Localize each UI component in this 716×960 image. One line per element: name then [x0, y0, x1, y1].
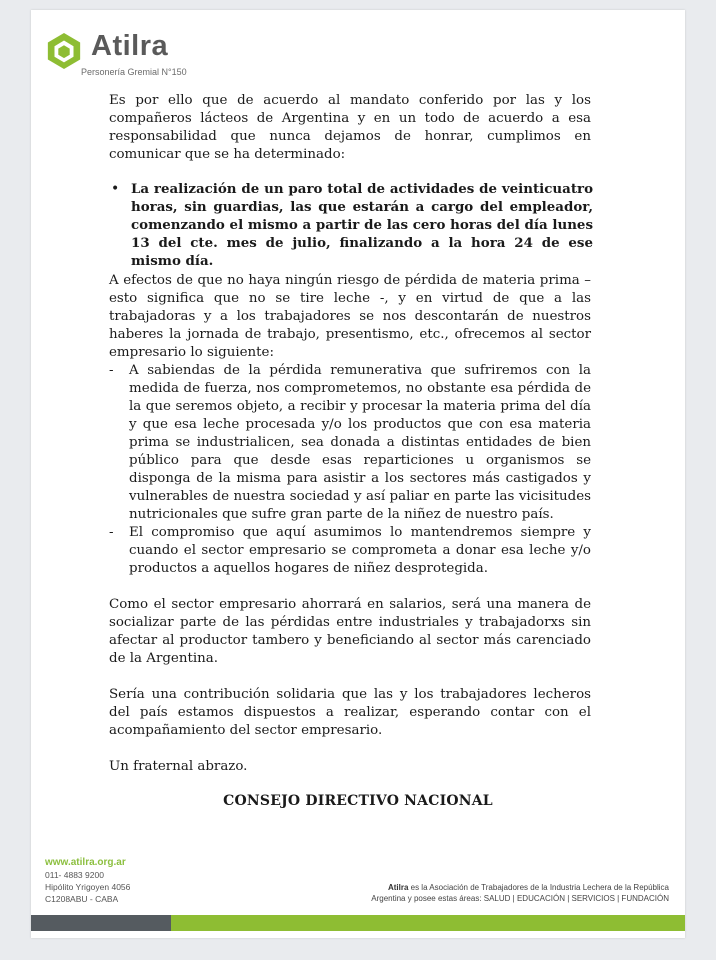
list-item [109, 362, 591, 524]
dash-mark: - [109, 525, 114, 540]
footer-postal: C1208ABU - CABA [45, 894, 119, 904]
brand-name: Atilra [91, 30, 169, 62]
footer-website[interactable]: www.atilra.org.ar [45, 857, 126, 868]
list-item [109, 524, 591, 578]
paragraph-intro: Es por ello que de acuerdo al mandato conferido por las y los compañeros lácteos de Argentina y en un todo de acuerdo a esa responsabilidad que nunca dejamos de honrar, cumplimos en comunicar que se ha determinado: [109, 93, 591, 162]
atilra-logo-icon [45, 32, 83, 70]
footer-about-line1: es la Asociación de Trabajadores de la Industria Lechera de la República [408, 883, 669, 892]
dash-mark: - [109, 363, 114, 378]
footer-bar-dark [31, 915, 171, 931]
signature: CONSEJO DIRECTIVO NACIONAL [223, 793, 493, 809]
footer-about [289, 882, 669, 904]
footer-contact [45, 857, 130, 905]
footer-bar-green [171, 915, 685, 931]
footer-address: Hipólito Yrigoyen 4056 [45, 882, 131, 892]
document-page [31, 10, 685, 938]
footer-about-line2: Argentina y posee estas áreas: SALUD | EDUCACIÓN | SERVICIOS | FUNDACIÓN [371, 894, 669, 903]
footer-phone: 011- 4883 9200 [45, 870, 104, 880]
paragraph-contribution: Sería una contribución solidaria que las y los trabajadores lecheros del país estamos dispuestos a realizar, esperando contar con el acompañamiento del sector empresario. [109, 687, 591, 738]
paragraph-closing: Un fraternal abrazo. [109, 759, 248, 774]
list-item-text: A sabiendas de la pérdida remunerativa que sufriremos con la medida de fuerza, nos comprometemos, no obstante esa pérdida de la que seremos objeto, a recibir y procesar la materia prima del día y que esa leche procesada y/o los productos que con esa materia prima se industrialicen, sea donada a distintas entidades de bien público para que desde esas reparticiones u organismos se disponga de la misma para asistir a los sectores más castigados y vulnerables de nuestra sociedad y así paliar en parte las vicisitudes nutricionales que sufre gran parte de la niñez de nuestro país. [129, 363, 591, 522]
bullet-mark: • [111, 181, 120, 197]
paragraph-savings: Como el sector empresario ahorrará en salarios, será una manera de socializar parte de las pérdidas entre industriales y trabajadorxs sin afectar al productor tambero y beneficiando al sector más carenciado de la Argentina. [109, 597, 591, 666]
brand-subtitle: Personería Gremial N°150 [81, 67, 187, 77]
list-item-text: El compromiso que aquí asumimos lo mantendremos siempre y cuando el sector empresario se comprometa a donar esa leche y/o productos a aquellos hogares de niñez desprotegida. [129, 525, 591, 576]
footer-about-brand: Atilra [387, 883, 409, 892]
bullet-text: La realización de un paro total de actividades de veinticuatro horas, sin guardias, las que estarán a cargo del empleador, comenzando el mismo a partir de las cero horas del día lunes 13 del cte. mes de julio, finalizando a la hora 24 de ese mismo día. [131, 181, 593, 269]
bullet-item [111, 180, 593, 270]
paragraph-conditions: A efectos de que no haya ningún riesgo de pérdida de materia prima – esto significa que no se tire leche -, y en virtud de que a las trabajadoras y a los trabajadores se nos descontarán de nuestros haberes la jornada de trabajo, presentismo, etc., ofrecemos al sector empresario lo siguiente: [109, 273, 591, 360]
